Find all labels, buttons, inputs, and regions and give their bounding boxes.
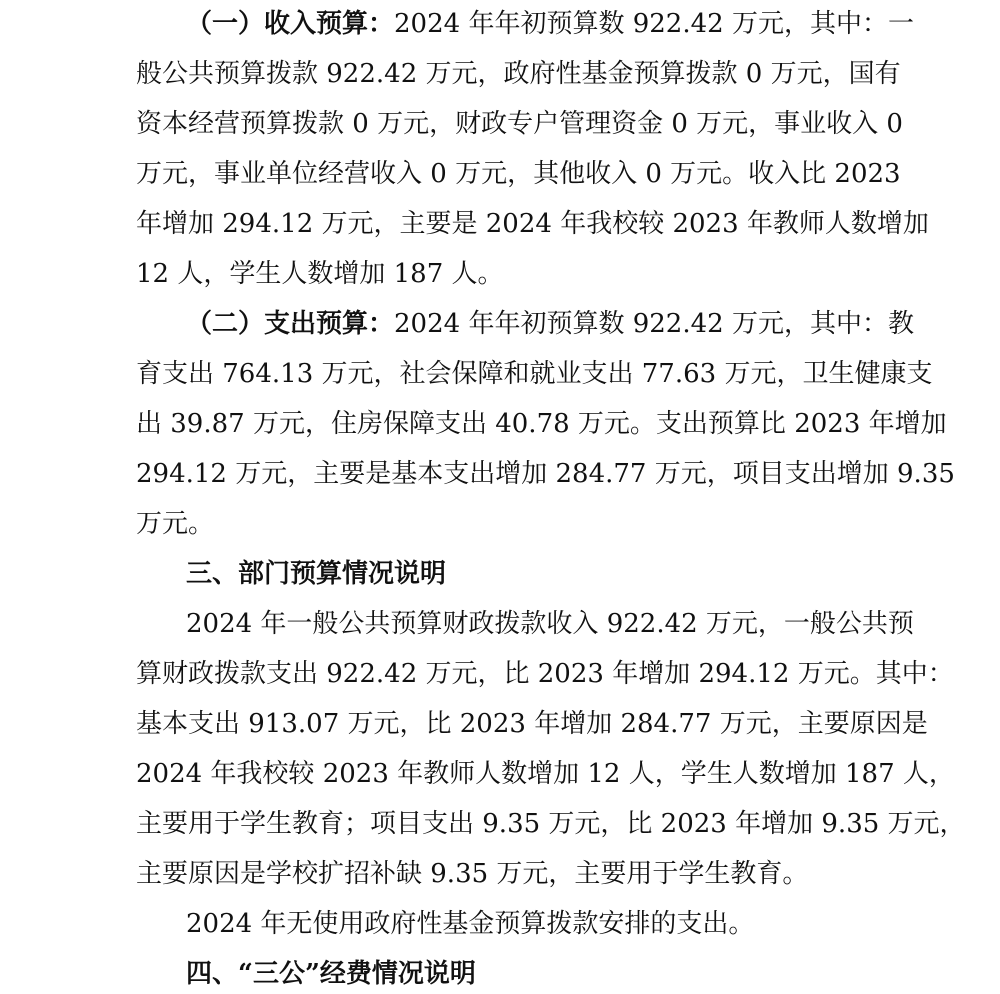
expense-line-2: 育支出 764.13 万元，社会保障和就业支出 77.63 万元，卫生健康支 <box>136 359 933 389</box>
section-3-line-6: 主要原因是学校扩招补缺 9.35 万元，主要用于学生教育。 <box>136 859 809 889</box>
income-line-1-text: 2024 年年初预算数 922.42 万元，其中：一 <box>394 9 914 39</box>
section-3-line-4: 2024 年我校较 2023 年教师人数增加 12 人，学生人数增加 187 人， <box>136 759 955 789</box>
income-line-4: 万元，事业单位经营收入 0 万元，其他收入 0 万元。收入比 2023 <box>136 159 901 189</box>
expense-line-5: 万元。 <box>136 509 215 539</box>
section-3-line-3: 基本支出 913.07 万元，比 2023 年增加 284.77 万元，主要原因是 <box>136 709 928 739</box>
expense-line-4: 294.12 万元，主要是基本支出增加 284.77 万元，项目支出增加 9.35 <box>136 459 955 489</box>
expense-line-3: 出 39.87 万元，住房保障支出 40.78 万元。支出预算比 2023 年增加 <box>136 409 947 439</box>
section-4-heading: 四、“三公”经费情况说明 <box>186 959 476 989</box>
section-3-line-5: 主要用于学生教育；项目支出 9.35 万元，比 2023 年增加 9.35 万元， <box>136 809 966 839</box>
income-line-2: 般公共预算拨款 922.42 万元，政府性基金预算拨款 0 万元，国有 <box>136 59 901 89</box>
income-line-6: 12 人，学生人数增加 187 人。 <box>136 259 504 289</box>
income-label: （一）收入预算： <box>186 9 395 39</box>
expense-label: （二）支出预算： <box>186 309 395 339</box>
income-line-1 <box>186 4 914 44</box>
expense-line-1-text: 2024 年年初预算数 922.42 万元，其中：教 <box>394 309 914 339</box>
section-3-line-7: 2024 年无使用政府性基金预算拨款安排的支出。 <box>186 909 755 939</box>
expense-line-1 <box>186 304 914 344</box>
section-3-line-2: 算财政拨款支出 922.42 万元，比 2023 年增加 294.12 万元。其中： <box>136 659 954 689</box>
section-3-heading: 三、部门预算情况说明 <box>186 559 447 589</box>
income-line-3: 资本经营预算拨款 0 万元，财政专户管理资金 0 万元，事业收入 0 <box>136 109 903 139</box>
income-line-5: 年增加 294.12 万元，主要是 2024 年我校较 2023 年教师人数增加 <box>136 209 929 239</box>
section-3-line-1: 2024 年一般公共预算财政拨款收入 922.42 万元，一般公共预 <box>186 609 914 639</box>
